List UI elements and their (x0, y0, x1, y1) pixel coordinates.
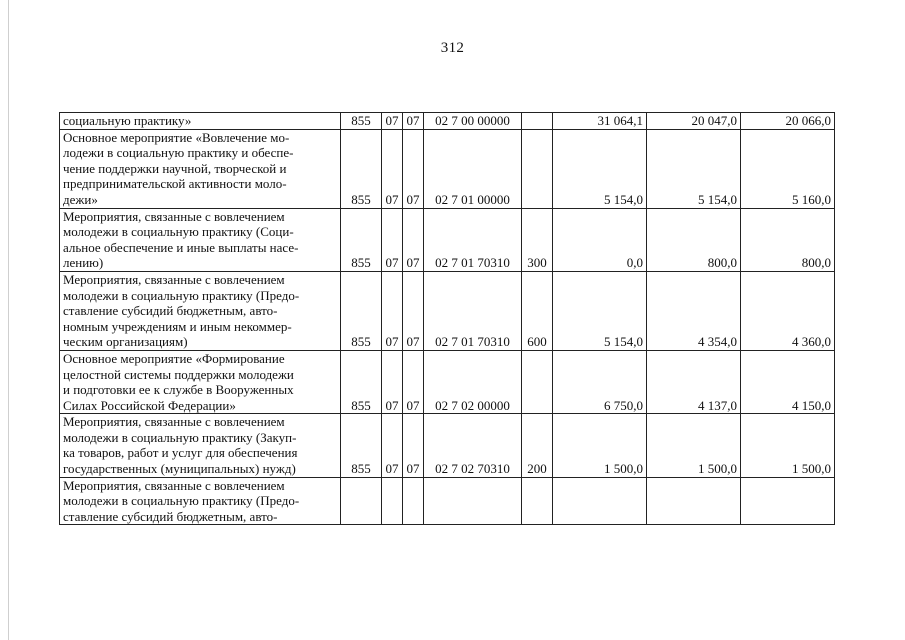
amount-year-1: 1 500,0 (553, 414, 647, 477)
target-article-code: 02 7 02 70310 (424, 414, 522, 477)
section-code: 07 (382, 350, 403, 413)
section-code: 07 (382, 414, 403, 477)
expense-type-code: 600 (522, 271, 553, 350)
amount-year-2: 800,0 (647, 208, 741, 271)
ministry-code: 855 (341, 271, 382, 350)
subsection-code: 07 (403, 129, 424, 208)
amount-year-3: 800,0 (741, 208, 835, 271)
table-row (60, 414, 835, 477)
ministry-code: 855 (341, 414, 382, 477)
scan-edge-line (8, 0, 9, 640)
ministry-code: 855 (341, 129, 382, 208)
ministry-code (341, 477, 382, 525)
table-row (60, 477, 835, 525)
table-row (60, 271, 835, 350)
table-row (60, 350, 835, 413)
row-name: Мероприятия, связанные с вовлечением молодежи в социальную практику (Предо- ставление субсидий бюджетным, авто- (60, 477, 341, 525)
row-name: Основное мероприятие «Формирование целостной системы поддержки молодежи и подготовки ее к службе в Вооруженных Силах Российской Федерации» (60, 350, 341, 413)
expense-type-code: 300 (522, 208, 553, 271)
row-name: социальную практику» (60, 113, 341, 130)
amount-year-1: 5 154,0 (553, 129, 647, 208)
section-code: 07 (382, 129, 403, 208)
amount-year-2: 4 354,0 (647, 271, 741, 350)
target-article-code: 02 7 01 00000 (424, 129, 522, 208)
amount-year-1: 31 064,1 (553, 113, 647, 130)
ministry-code: 855 (341, 113, 382, 130)
amount-year-3: 20 066,0 (741, 113, 835, 130)
section-code: 07 (382, 113, 403, 130)
target-article-code: 02 7 01 70310 (424, 208, 522, 271)
amount-year-2 (647, 477, 741, 525)
amount-year-3: 4 150,0 (741, 350, 835, 413)
row-name: Мероприятия, связанные с вовлечением молодежи в социальную практику (Соци- альное обеспечение и иные выплаты насе- лению) (60, 208, 341, 271)
subsection-code: 07 (403, 350, 424, 413)
amount-year-1 (553, 477, 647, 525)
expense-type-code (522, 129, 553, 208)
section-code: 07 (382, 208, 403, 271)
subsection-code: 07 (403, 208, 424, 271)
row-name: Мероприятия, связанные с вовлечением молодежи в социальную практику (Предо- ставление субсидий бюджетным, авто- номным учреждениям и иным некоммер- ческим организациям) (60, 271, 341, 350)
target-article-code: 02 7 00 00000 (424, 113, 522, 130)
amount-year-2: 1 500,0 (647, 414, 741, 477)
amount-year-1: 5 154,0 (553, 271, 647, 350)
amount-year-1: 6 750,0 (553, 350, 647, 413)
ministry-code: 855 (341, 350, 382, 413)
target-article-code: 02 7 01 70310 (424, 271, 522, 350)
amount-year-3: 4 360,0 (741, 271, 835, 350)
table-row (60, 113, 835, 130)
subsection-code (403, 477, 424, 525)
ministry-code: 855 (341, 208, 382, 271)
amount-year-1: 0,0 (553, 208, 647, 271)
expense-type-code (522, 350, 553, 413)
subsection-code: 07 (403, 113, 424, 130)
amount-year-2: 20 047,0 (647, 113, 741, 130)
table-row (60, 129, 835, 208)
section-code: 07 (382, 271, 403, 350)
amount-year-3 (741, 477, 835, 525)
row-name: Основное мероприятие «Вовлечение мо- лодежи в социальную практику и обеспе- чение поддержки научной, творческой и предпринимательской активности моло- дежи» (60, 129, 341, 208)
page-number: 312 (440, 40, 465, 56)
subsection-code: 07 (403, 414, 424, 477)
expense-type-code (522, 477, 553, 525)
budget-table (59, 112, 835, 525)
target-article-code: 02 7 02 00000 (424, 350, 522, 413)
amount-year-3: 1 500,0 (741, 414, 835, 477)
amount-year-2: 4 137,0 (647, 350, 741, 413)
row-name: Мероприятия, связанные с вовлечением молодежи в социальную практику (Закуп- ка товаров, работ и услуг для обеспечения государственных (муниципальных) нужд) (60, 414, 341, 477)
subsection-code: 07 (403, 271, 424, 350)
expense-type-code: 200 (522, 414, 553, 477)
amount-year-2: 5 154,0 (647, 129, 741, 208)
amount-year-3: 5 160,0 (741, 129, 835, 208)
expense-type-code (522, 113, 553, 130)
target-article-code (424, 477, 522, 525)
section-code (382, 477, 403, 525)
table-row (60, 208, 835, 271)
